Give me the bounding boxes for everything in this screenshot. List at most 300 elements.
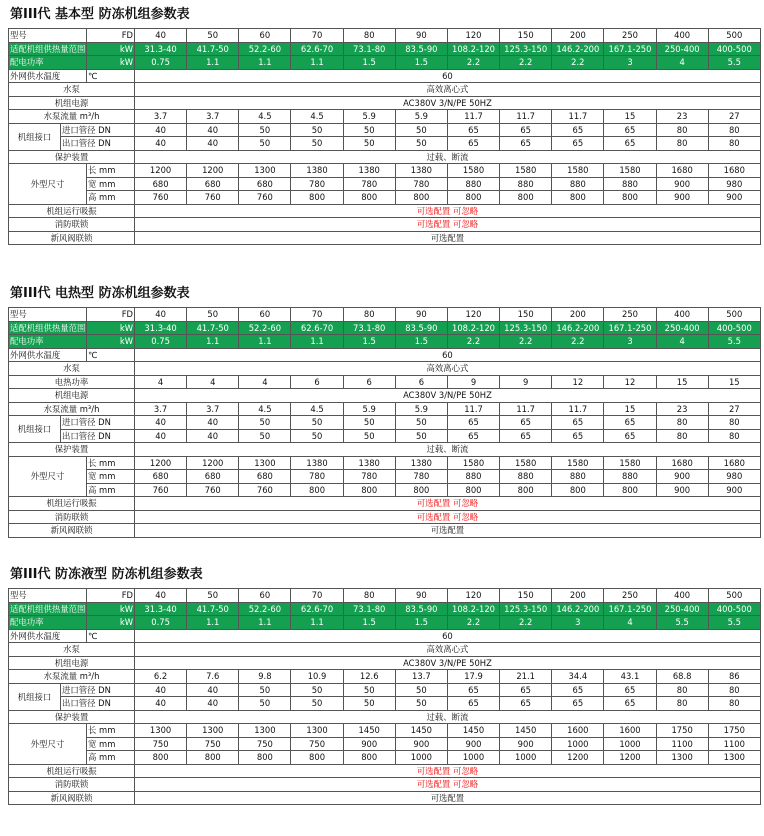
value-cell: 40	[135, 589, 187, 603]
protection-row	[9, 443, 761, 457]
row-label: 出口管径 DN	[61, 429, 135, 443]
value-cell: 31.3-40	[135, 42, 187, 56]
value-cell: 800	[343, 751, 395, 765]
value-cell: 65	[552, 697, 604, 711]
value-cell: 65	[447, 123, 499, 137]
row-label: 消防联锁	[9, 778, 135, 792]
value-cell: 80	[656, 416, 708, 430]
spec-section	[8, 562, 760, 805]
value-cell: 1750	[656, 724, 708, 738]
value-cell: 146.2-200	[552, 321, 604, 335]
row-label: 型号	[9, 308, 87, 322]
value-cell: 800	[343, 191, 395, 205]
row-unit: 高 mm	[87, 191, 135, 205]
value-cell: 4.5	[239, 402, 291, 416]
value-cell: 1.5	[343, 335, 395, 349]
spec-table	[8, 28, 761, 245]
row-label: 适配机组供热量范围	[10, 603, 86, 614]
value-cell: 70	[291, 308, 343, 322]
value-cell: 50	[291, 416, 343, 430]
value-cell: 5.5	[656, 616, 708, 630]
row-label: 进口管径 DN	[61, 123, 135, 137]
value-cell: 2.2	[500, 335, 552, 349]
value-cell: 1.1	[187, 616, 239, 630]
section-title: 第III代 防冻液型 防冻机组参数表	[10, 567, 203, 582]
value-cell: 65	[500, 683, 552, 697]
value-cell: 83.5-90	[395, 602, 447, 616]
value-cell: 1380	[343, 456, 395, 470]
spec-table	[8, 307, 761, 538]
value-cell: 500	[708, 589, 760, 603]
value-cell: 2.2	[500, 56, 552, 70]
value-cell: 980	[708, 177, 760, 191]
value-cell: 3.7	[135, 110, 187, 124]
value-cell: 880	[447, 177, 499, 191]
row-unit: kW	[87, 616, 135, 630]
value-cell: 11.7	[447, 110, 499, 124]
value-cell: 900	[708, 191, 760, 205]
value-cell: 750	[187, 737, 239, 751]
value-cell: 70	[291, 589, 343, 603]
row-label: 水泵流量 m³/h	[9, 670, 135, 684]
value-cell: 40	[135, 697, 187, 711]
value-cell: 1750	[708, 724, 760, 738]
value-cell: 10.9	[291, 670, 343, 684]
value-cell: 900	[656, 483, 708, 497]
value-cell: 167.1-250	[604, 321, 656, 335]
value-cell: 400	[656, 29, 708, 43]
value-cell: 50	[291, 137, 343, 151]
fire-interlock-row	[9, 778, 761, 792]
value-cell: 1.5	[395, 335, 447, 349]
row-unit: FD	[87, 308, 135, 322]
value-cell: 65	[604, 697, 656, 711]
value-cell: 6	[395, 375, 447, 389]
dimension-label: 外型尺寸	[9, 456, 87, 497]
value-cell: 108.2-120	[447, 42, 499, 56]
value-cell: 83.5-90	[395, 42, 447, 56]
value-cell: 680	[187, 177, 239, 191]
dimension-label: 外型尺寸	[9, 164, 87, 205]
value-cell: 125.3-150	[500, 602, 552, 616]
value-cell: 31.3-40	[135, 602, 187, 616]
value-cell: 1.1	[291, 56, 343, 70]
value-cell: 780	[395, 177, 447, 191]
value-cell: 5.9	[343, 402, 395, 416]
value-cell: 1.1	[187, 335, 239, 349]
value-cell: 800	[500, 191, 552, 205]
row-value: 可选配置	[135, 231, 761, 245]
row-value: 可选配置 可忽略	[135, 510, 761, 524]
value-cell: 7.6	[187, 670, 239, 684]
value-cell: 90	[395, 589, 447, 603]
value-cell: 4	[656, 335, 708, 349]
pipe-interface-label: 机组接口	[9, 416, 61, 443]
inlet-dn-row	[9, 683, 761, 697]
value-cell: 41.7-50	[187, 602, 239, 616]
value-cell: 780	[291, 177, 343, 191]
value-cell: 50	[291, 123, 343, 137]
value-cell: 40	[187, 429, 239, 443]
value-cell: 11.7	[500, 402, 552, 416]
value-cell: 880	[604, 177, 656, 191]
value-cell: 680	[187, 470, 239, 484]
inlet-dn-row	[9, 123, 761, 137]
value-cell: 5.9	[395, 402, 447, 416]
value-cell: 780	[343, 470, 395, 484]
value-cell: 1300	[239, 456, 291, 470]
value-cell: 120	[447, 589, 499, 603]
width-row	[9, 177, 761, 191]
value-cell: 80	[708, 697, 760, 711]
value-cell: 1600	[552, 724, 604, 738]
value-cell: 150	[500, 589, 552, 603]
value-cell: 125.3-150	[500, 321, 552, 335]
value-cell: 65	[447, 137, 499, 151]
outlet-dn-row	[9, 137, 761, 151]
value-cell: 125.3-150	[500, 42, 552, 56]
inlet-dn-row	[9, 416, 761, 430]
value-cell: 1580	[447, 164, 499, 178]
value-cell: 41.7-50	[187, 42, 239, 56]
value-cell: 65	[604, 416, 656, 430]
row-label: 机组运行吸振	[9, 204, 135, 218]
row-unit: FD	[87, 29, 135, 43]
supply-temp-row	[9, 348, 761, 362]
value-cell: 80	[343, 29, 395, 43]
value-cell: 780	[291, 470, 343, 484]
section-title: 第III代 基本型 防冻机组参数表	[10, 7, 190, 22]
row-label: 进口管径 DN	[61, 683, 135, 697]
value-cell: 1.1	[187, 56, 239, 70]
row-unit: 宽 mm	[87, 470, 135, 484]
value-cell: 50	[395, 416, 447, 430]
row-label: 保护装置	[9, 443, 135, 457]
row-value: 可选配置 可忽略	[135, 764, 761, 778]
value-cell: 50	[395, 137, 447, 151]
value-cell: 40	[135, 29, 187, 43]
value-cell: 52.2-60	[239, 602, 291, 616]
value-cell: 27	[708, 402, 760, 416]
value-cell: 65	[604, 683, 656, 697]
value-cell: 70	[291, 29, 343, 43]
value-cell: 23	[656, 402, 708, 416]
value-cell: 2.2	[447, 56, 499, 70]
value-cell: 1600	[604, 724, 656, 738]
value-cell: 73.1-80	[343, 321, 395, 335]
value-cell: 12	[552, 375, 604, 389]
value-cell: 65	[552, 416, 604, 430]
value-cell: 13.7	[395, 670, 447, 684]
value-cell: 760	[135, 191, 187, 205]
value-cell: 900	[656, 191, 708, 205]
value-cell: 750	[239, 737, 291, 751]
value-cell: 9.8	[239, 670, 291, 684]
value-cell: 1580	[500, 456, 552, 470]
row-label: 水泵	[9, 643, 135, 657]
row-value: AC380V 3/N/PE 50HZ	[135, 389, 761, 403]
row-label: 进口管径 DN	[61, 416, 135, 430]
value-cell: 1580	[552, 164, 604, 178]
value-cell: 1380	[395, 456, 447, 470]
value-cell: 12	[604, 375, 656, 389]
value-cell: 11.7	[552, 402, 604, 416]
value-cell: 27	[708, 110, 760, 124]
value-cell: 6.2	[135, 670, 187, 684]
value-cell: 2.2	[552, 56, 604, 70]
height-row	[9, 483, 761, 497]
heat-range-row	[9, 321, 761, 335]
row-label: 水泵	[9, 362, 135, 376]
value-cell: 9	[447, 375, 499, 389]
value-cell: 250-400	[656, 42, 708, 56]
value-cell: 800	[500, 483, 552, 497]
value-cell: 1300	[239, 724, 291, 738]
fire-interlock-row	[9, 510, 761, 524]
row-label: 外网供水温度	[9, 348, 87, 362]
value-cell: 62.6-70	[291, 42, 343, 56]
value-cell: 50	[343, 123, 395, 137]
row-value: AC380V 3/N/PE 50HZ	[135, 656, 761, 670]
electric-heat-row	[9, 375, 761, 389]
value-cell: 2.2	[552, 335, 604, 349]
row-value: 高效离心式	[135, 362, 761, 376]
value-cell: 800	[291, 751, 343, 765]
value-cell: 800	[604, 191, 656, 205]
power-source-row	[9, 96, 761, 110]
value-cell: 80	[708, 683, 760, 697]
row-unit: 长 mm	[87, 456, 135, 470]
value-cell: 65	[447, 416, 499, 430]
value-cell: 3.7	[135, 402, 187, 416]
value-cell: 4	[656, 56, 708, 70]
value-cell: 800	[604, 483, 656, 497]
value-cell: 780	[343, 177, 395, 191]
value-cell: 250-400	[656, 321, 708, 335]
fresh-air-row	[9, 791, 761, 805]
value-cell: 880	[604, 470, 656, 484]
value-cell: 62.6-70	[291, 321, 343, 335]
row-unit: kW	[87, 321, 135, 335]
value-cell: 1680	[656, 164, 708, 178]
value-cell: 150	[500, 29, 552, 43]
value-cell: 40	[187, 416, 239, 430]
value-cell: 73.1-80	[343, 602, 395, 616]
value-cell: 80	[656, 683, 708, 697]
length-row	[9, 456, 761, 470]
row-value: 过载、断流	[135, 150, 761, 164]
value-cell: 40	[187, 683, 239, 697]
value-cell: 15	[604, 110, 656, 124]
value-cell: 50	[395, 429, 447, 443]
power-source-row	[9, 656, 761, 670]
value-cell: 40	[187, 137, 239, 151]
value-cell: 900	[656, 177, 708, 191]
value-cell: 40	[135, 137, 187, 151]
value-cell: 200	[552, 29, 604, 43]
row-unit: ℃	[87, 69, 135, 83]
value-cell: 1450	[343, 724, 395, 738]
value-cell: 3	[552, 616, 604, 630]
row-value: 高效离心式	[135, 83, 761, 97]
power-row	[9, 616, 761, 630]
value-cell: 86	[708, 670, 760, 684]
value-cell: 880	[500, 177, 552, 191]
row-label: 出口管径 DN	[61, 697, 135, 711]
row-label: 机组运行吸振	[9, 497, 135, 511]
row-unit: ℃	[87, 629, 135, 643]
value-cell: 80	[656, 123, 708, 137]
supply-temp-row	[9, 629, 761, 643]
value-cell: 4	[604, 616, 656, 630]
value-cell: 1.5	[343, 616, 395, 630]
value-cell: 1300	[239, 164, 291, 178]
pump-flow-row	[9, 670, 761, 684]
value-cell: 1.5	[395, 56, 447, 70]
value-cell: 200	[552, 308, 604, 322]
value-cell: 120	[447, 29, 499, 43]
value-cell: 65	[447, 429, 499, 443]
value-cell: 150	[500, 308, 552, 322]
value-cell: 680	[239, 470, 291, 484]
value-cell: 760	[135, 483, 187, 497]
value-cell: 65	[500, 429, 552, 443]
protection-row	[9, 150, 761, 164]
value-cell: 80	[343, 308, 395, 322]
value-cell: 34.4	[552, 670, 604, 684]
value-cell: 760	[187, 483, 239, 497]
value-cell: 146.2-200	[552, 602, 604, 616]
value-cell: 1000	[552, 737, 604, 751]
value-cell: 680	[239, 177, 291, 191]
value-cell: 6	[291, 375, 343, 389]
value-cell: 65	[500, 697, 552, 711]
value-cell: 880	[552, 470, 604, 484]
row-label: 外网供水温度	[9, 629, 87, 643]
row-value: 可选配置 可忽略	[135, 218, 761, 232]
value-cell: 750	[291, 737, 343, 751]
value-cell: 1450	[500, 724, 552, 738]
value-cell: 1100	[708, 737, 760, 751]
value-cell: 1.1	[291, 335, 343, 349]
value-cell: 15	[656, 375, 708, 389]
value-cell: 1200	[187, 164, 239, 178]
value-cell: 50	[187, 308, 239, 322]
value-cell: 2.2	[447, 335, 499, 349]
value-cell: 750	[135, 737, 187, 751]
value-cell: 1580	[552, 456, 604, 470]
row-unit: ℃	[87, 348, 135, 362]
pump-row	[9, 362, 761, 376]
value-cell: 1680	[708, 456, 760, 470]
value-cell: 15	[604, 402, 656, 416]
row-label: 外网供水温度	[9, 69, 87, 83]
row-value: 60	[135, 629, 761, 643]
value-cell: 760	[187, 191, 239, 205]
heat-range-row	[9, 42, 761, 56]
value-cell: 167.1-250	[604, 42, 656, 56]
value-cell: 400-500	[708, 321, 760, 335]
outlet-dn-row	[9, 697, 761, 711]
spec-section	[8, 2, 760, 245]
value-cell: 1580	[604, 456, 656, 470]
value-cell: 800	[395, 483, 447, 497]
value-cell: 15	[708, 375, 760, 389]
value-cell: 65	[552, 123, 604, 137]
value-cell: 800	[552, 191, 604, 205]
value-cell: 23	[656, 110, 708, 124]
row-unit: kW	[87, 56, 135, 70]
value-cell: 800	[135, 751, 187, 765]
row-label: 保护装置	[9, 150, 135, 164]
value-cell: 108.2-120	[447, 321, 499, 335]
power-source-row	[9, 389, 761, 403]
value-cell: 400	[656, 308, 708, 322]
value-cell: 800	[447, 483, 499, 497]
value-cell: 11.7	[447, 402, 499, 416]
pipe-interface-label: 机组接口	[9, 123, 61, 150]
supply-temp-row	[9, 69, 761, 83]
value-cell: 40	[135, 308, 187, 322]
value-cell: 108.2-120	[447, 602, 499, 616]
value-cell: 250-400	[656, 602, 708, 616]
row-label: 配电功率	[9, 335, 87, 349]
value-cell: 1300	[656, 751, 708, 765]
value-cell: 680	[135, 177, 187, 191]
value-cell: 4.5	[291, 110, 343, 124]
value-cell: 65	[604, 123, 656, 137]
value-cell: 1200	[135, 456, 187, 470]
value-cell: 800	[239, 751, 291, 765]
row-unit: 高 mm	[87, 751, 135, 765]
value-cell: 17.9	[447, 670, 499, 684]
value-cell: 1000	[395, 751, 447, 765]
row-unit: 长 mm	[87, 164, 135, 178]
value-cell: 800	[291, 191, 343, 205]
value-cell: 900	[708, 483, 760, 497]
value-cell: 800	[395, 191, 447, 205]
value-cell: 80	[656, 429, 708, 443]
value-cell: 4	[187, 375, 239, 389]
value-cell: 50	[343, 137, 395, 151]
value-cell: 65	[500, 416, 552, 430]
value-cell: 250	[604, 29, 656, 43]
vibration-row	[9, 204, 761, 218]
heat-range-row	[9, 602, 761, 616]
row-label: 机组电源	[9, 389, 135, 403]
value-cell: 50	[239, 429, 291, 443]
value-cell: 50	[239, 683, 291, 697]
pipe-interface-label: 机组接口	[9, 683, 61, 710]
value-cell: 31.3-40	[135, 321, 187, 335]
value-cell: 3.7	[187, 402, 239, 416]
value-cell: 800	[187, 751, 239, 765]
value-cell: 50	[291, 683, 343, 697]
value-cell: 400-500	[708, 42, 760, 56]
value-cell: 1.5	[395, 616, 447, 630]
value-cell: 1000	[604, 737, 656, 751]
value-cell: 50	[239, 137, 291, 151]
value-cell: 200	[552, 589, 604, 603]
value-cell: 80	[708, 137, 760, 151]
value-cell: 880	[447, 470, 499, 484]
value-cell: 65	[500, 137, 552, 151]
model-row	[9, 29, 761, 43]
value-cell: 1300	[291, 724, 343, 738]
row-label: 新风阀联锁	[9, 791, 135, 805]
value-cell: 800	[447, 191, 499, 205]
value-cell: 1.1	[239, 616, 291, 630]
